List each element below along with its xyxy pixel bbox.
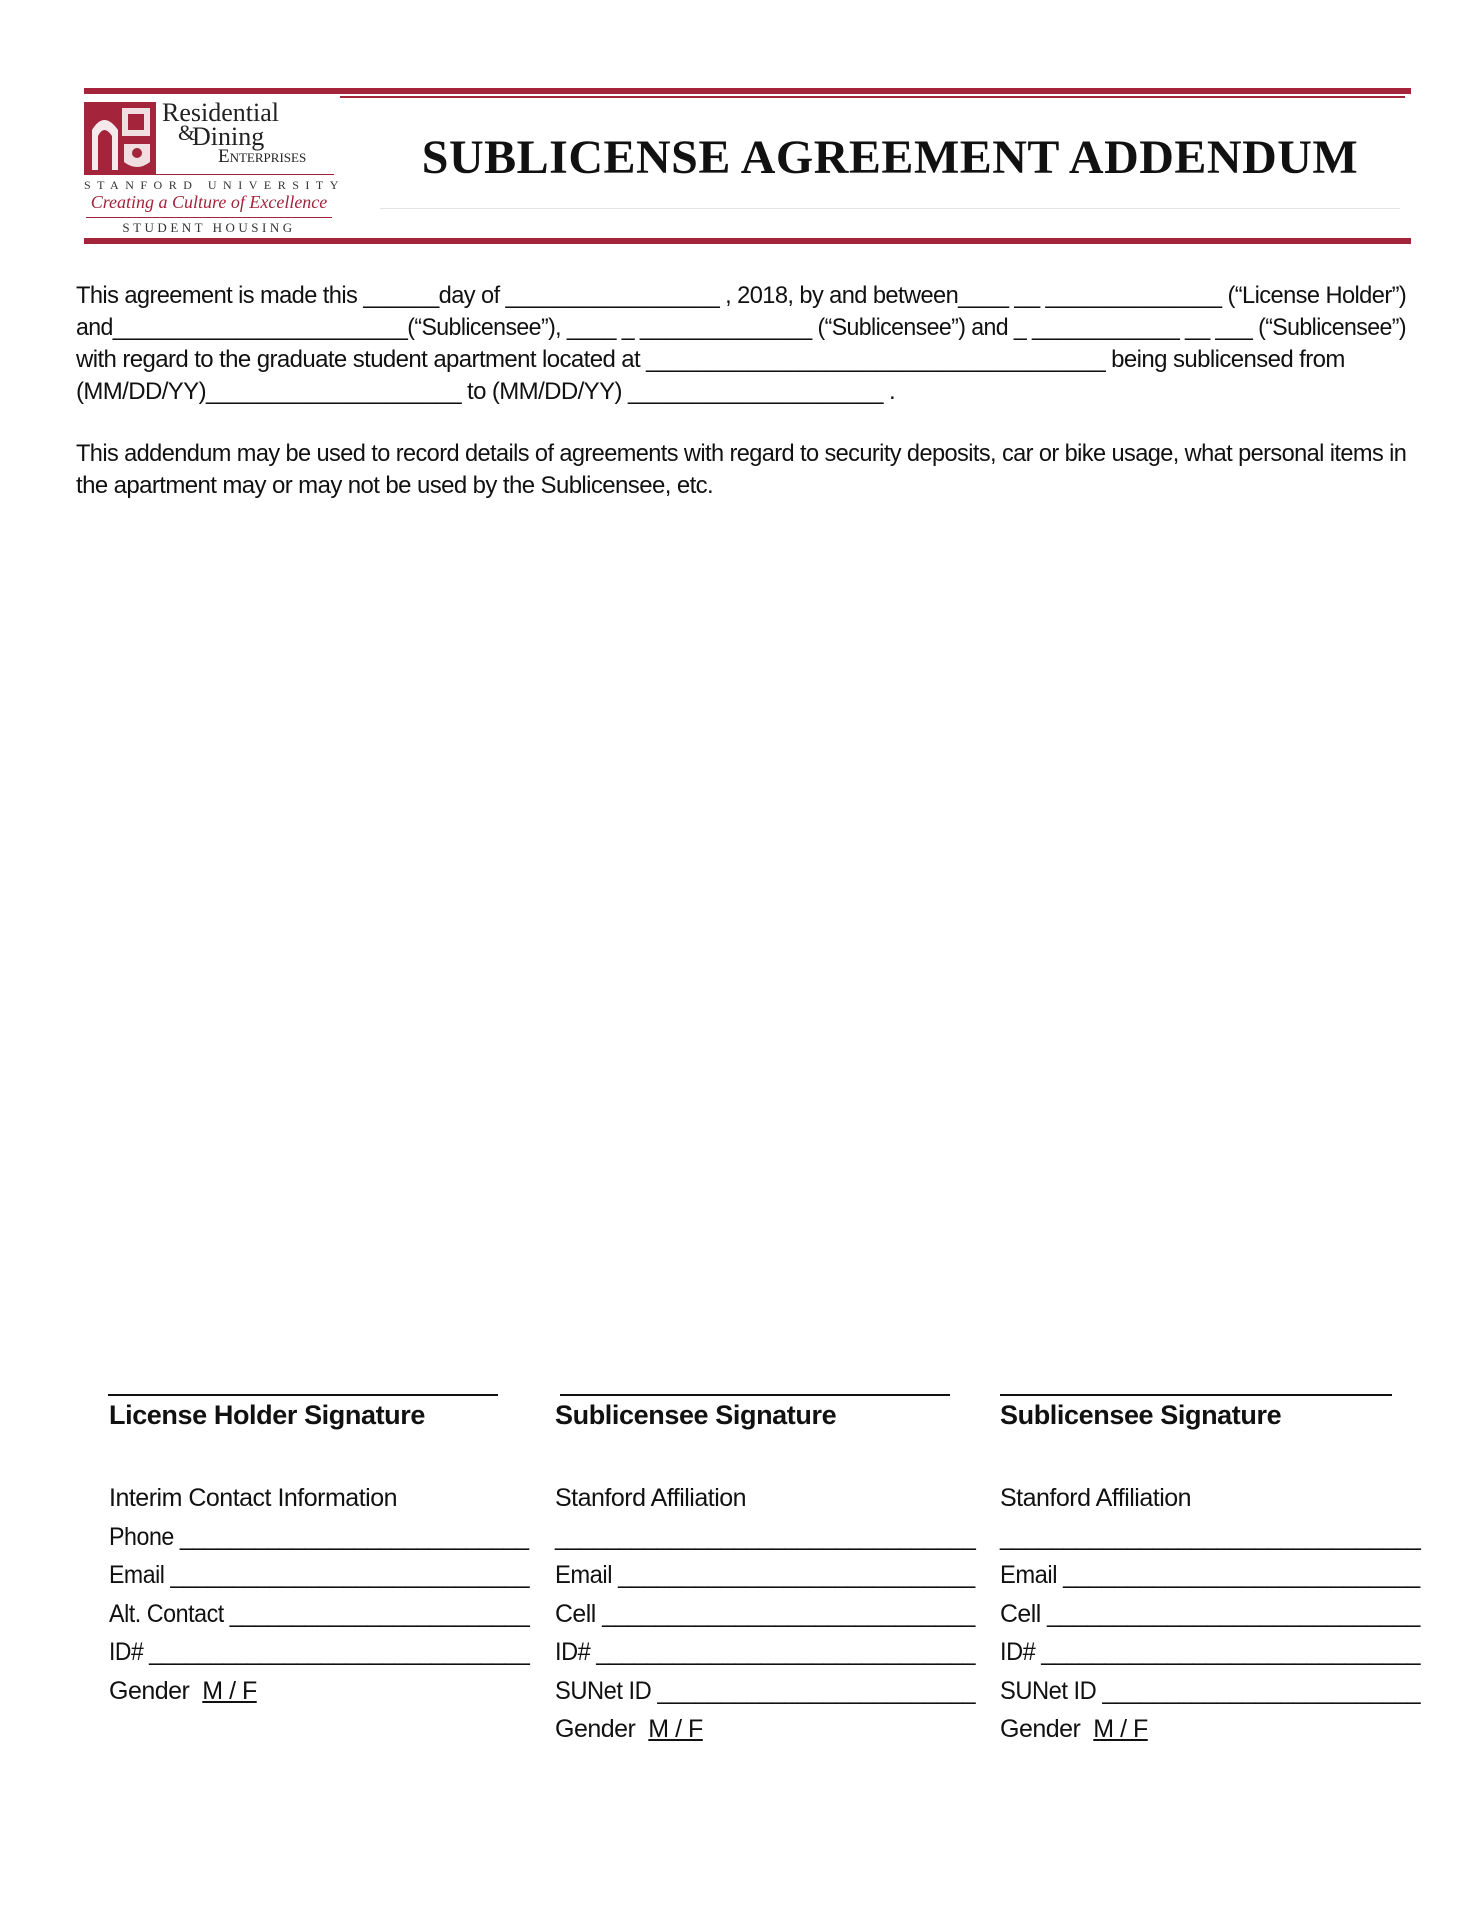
intro-line-4: (MM/DD/YY)____________________ to (MM/DD/YY) ____________________ . [76, 378, 896, 405]
sublicensee-2-column [1000, 1400, 1420, 1749]
sublicensee-2-sunet-field[interactable]: SUNet ID _________________________ [1000, 1676, 1421, 1705]
gender-label: Gender [555, 1715, 636, 1743]
sublicensee-2-cell-field[interactable]: Cell ____________________________ [1000, 1599, 1420, 1628]
logo-tagline: Creating a Culture of Excellence [90, 192, 328, 212]
license-holder-signature-heading: License Holder Signature [109, 1400, 425, 1430]
license-holder-signature-line[interactable] [108, 1394, 498, 1396]
gender-label: Gender [1000, 1715, 1081, 1743]
sublicensee-1-signature-line[interactable] [560, 1394, 950, 1396]
gender-value[interactable]: M / F [1093, 1715, 1148, 1743]
sublicensee-2-email-field[interactable]: Email ____________________________ [1000, 1561, 1420, 1589]
sublicensee-1-id-field[interactable]: ID# ______________________________ [555, 1638, 975, 1666]
sublicensee-2-signature-line[interactable] [1000, 1394, 1392, 1396]
license-holder-column [109, 1400, 529, 1710]
column-1-row: Interim Contact Information [109, 1484, 398, 1512]
sublicensee-1-signature-heading: Sublicensee Signature [555, 1400, 837, 1430]
sublicensee-2-affiliation-label: Stanford Affiliation [1000, 1484, 1192, 1512]
logo-university: STANFORD UNIVERSITY [84, 178, 345, 192]
sublicensee-1-column [555, 1400, 975, 1749]
logo-line-dining: Dining [192, 122, 265, 151]
intro-paragraph [76, 280, 1406, 408]
logo-line-enterprises: Enterprises [218, 146, 307, 167]
header-top-rule-inner [340, 96, 1405, 98]
license-holder-gender-field[interactable] [109, 1672, 257, 1711]
license-holder-alt-contact-field[interactable]: Alt. Contact ________________________ [109, 1599, 530, 1628]
gender-label: Gender [109, 1676, 190, 1705]
addendum-line-2: the apartment may or may not be used by the Sublicensee, etc. [76, 472, 714, 499]
sublicensee-1-email-field[interactable]: Email ____________________________ [555, 1561, 975, 1589]
intro-line-1: This agreement is made this ______day of _________________ , 2018, by and between____ __ ______________ (“License Holder”) [76, 282, 1407, 309]
sublicensee-1-affiliation-field[interactable]: _________________________________ [555, 1522, 976, 1551]
header-top-rule [84, 88, 1411, 94]
logo-dept: STUDENT HOUSING [122, 220, 296, 235]
intro-line-2: and________________________(“Sublicensee”), ____ _ ______________ (“Sublicensee”) and _ ____________ __ ___ (“Sublicensee”) [76, 314, 1407, 341]
sublicensee-1-sunet-field[interactable]: SUNet ID _________________________ [555, 1676, 976, 1705]
header-divider-light [380, 208, 1400, 209]
license-holder-id-field[interactable]: ID# _______________________________ [109, 1638, 530, 1666]
sublicensee-2-affiliation-field[interactable]: _________________________________ [1000, 1522, 1421, 1551]
gender-value[interactable]: M / F [202, 1676, 257, 1705]
logo-divider [86, 217, 332, 218]
sublicensee-2-gender-field[interactable] [1000, 1710, 1148, 1749]
license-holder-phone-field[interactable]: Phone ____________________________ [109, 1522, 529, 1551]
sublicensee-2-signature-heading: Sublicensee Signature [1000, 1400, 1282, 1430]
sublicensee-1-cell-field[interactable]: Cell ____________________________ [555, 1599, 975, 1628]
logo-amp: & [178, 120, 196, 145]
sublicensee-1-affiliation-label: Stanford Affiliation [555, 1484, 747, 1512]
residential-dining-logo [84, 98, 345, 240]
gender-value[interactable]: M / F [648, 1715, 703, 1743]
license-holder-email-field[interactable]: Email _____________________________ [109, 1561, 530, 1589]
addendum-line-1: This addendum may be used to record details of agreements with regard to security deposits, car or bike usage, what personal items in [76, 440, 1407, 467]
intro-line-3: with regard to the graduate student apartment located at ____________________________________ being sublicensed from [76, 346, 1345, 373]
sublicensee-2-id-field[interactable]: ID# ______________________________ [1000, 1638, 1420, 1666]
addendum-paragraph [76, 438, 1406, 502]
logo-line-residential: Residential [162, 98, 279, 127]
page-title: SUBLICENSE AGREEMENT ADDENDUM [421, 131, 1359, 184]
sublicensee-1-gender-field[interactable] [555, 1710, 703, 1749]
